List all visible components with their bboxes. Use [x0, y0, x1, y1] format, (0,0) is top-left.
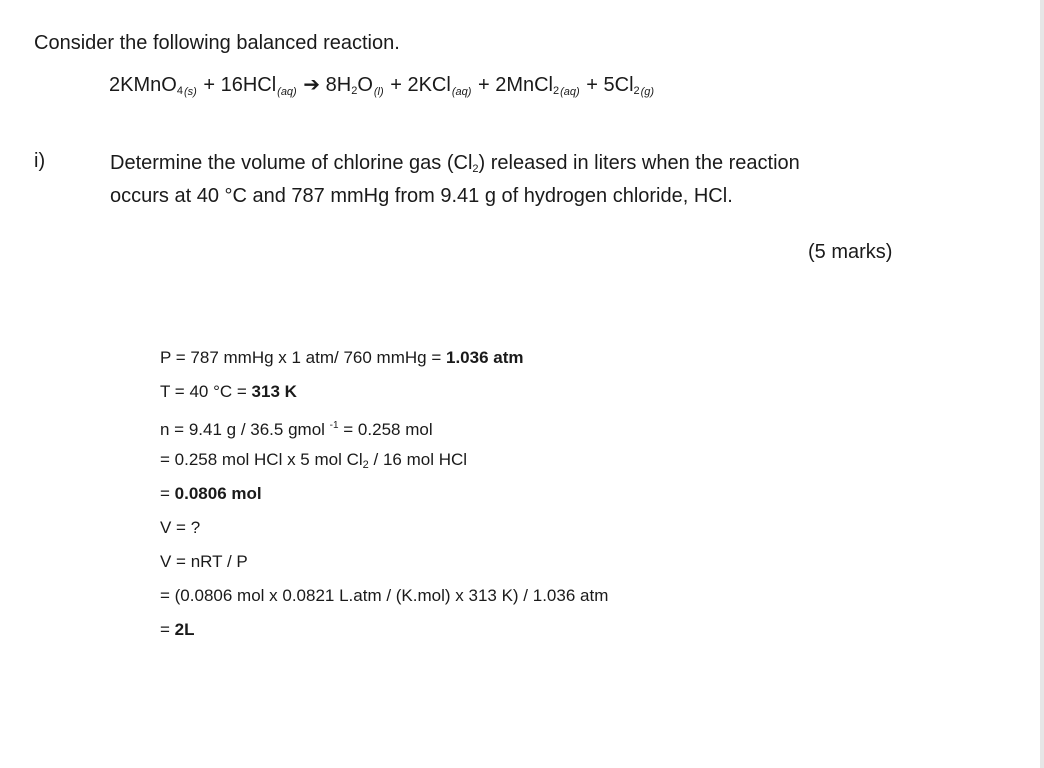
- page-edge: [1040, 0, 1044, 768]
- state-aqueous: (aq): [451, 86, 472, 98]
- plus-sign: +: [586, 74, 598, 96]
- product-cl2: $5Cl_2$: [603, 74, 640, 97]
- question-line-1: Determine the volume of chlorine gas $(Cl_2)$ released in liters when the reaction: [110, 152, 800, 175]
- balanced-equation: [109, 72, 655, 98]
- plus-sign: +: [203, 74, 216, 96]
- state-aqueous: (aq): [277, 86, 297, 98]
- mole-ratio-line: = 0.258 mol HCl x 5 mol $Cl_2 / 16$ mol HCl: [160, 450, 468, 471]
- volume-unknown-line: V = ?: [160, 518, 201, 537]
- temperature-line: T = 40 °C = 313 K: [160, 382, 297, 401]
- question-text: [110, 150, 800, 210]
- moles-hcl-line: n = 9.41 g / 36.5 gmol $^{-1}$ = 0.258 mol: [160, 420, 433, 439]
- state-solid: (s): [183, 86, 197, 98]
- reactant-kmno4: 2KMnO$_4$: [109, 74, 183, 97]
- reactant-hcl: 16HCl: [220, 74, 277, 96]
- marks-label: (5 marks): [808, 241, 893, 263]
- intro-text: Consider the following balanced reaction.: [34, 32, 400, 54]
- answer-line: = 2L: [160, 620, 195, 639]
- state-gas: (g): [640, 86, 655, 98]
- moles-cl2-line: = 0.0806 mol: [160, 484, 262, 503]
- question-line-2: occurs at 40 °C and 787 mmHg from 9.41 g of hydrogen chloride, HCl.: [110, 185, 733, 207]
- reaction-arrow-icon: ➔: [303, 74, 321, 96]
- ideal-gas-formula-line: V = nRT / P: [160, 552, 248, 571]
- question-number: i): [34, 150, 46, 172]
- state-liquid: (l): [373, 86, 384, 98]
- plus-sign: +: [477, 74, 490, 96]
- plus-sign: +: [390, 74, 402, 96]
- product-water: $8H_2O$: [325, 74, 373, 97]
- pressure-line: P = 787 mmHg x 1 atm/ 760 mmHg = 1.036 atm: [160, 348, 524, 367]
- product-mncl2: 2MnCl$_2$: [495, 74, 560, 97]
- substitution-line: = (0.0806 mol x 0.0821 L.atm / (K.mol) x 313 K) / 1.036 atm: [160, 586, 609, 605]
- state-aqueous: (aq): [560, 86, 580, 98]
- product-kcl: 2KCl: [407, 74, 451, 96]
- solution-block: [160, 345, 608, 651]
